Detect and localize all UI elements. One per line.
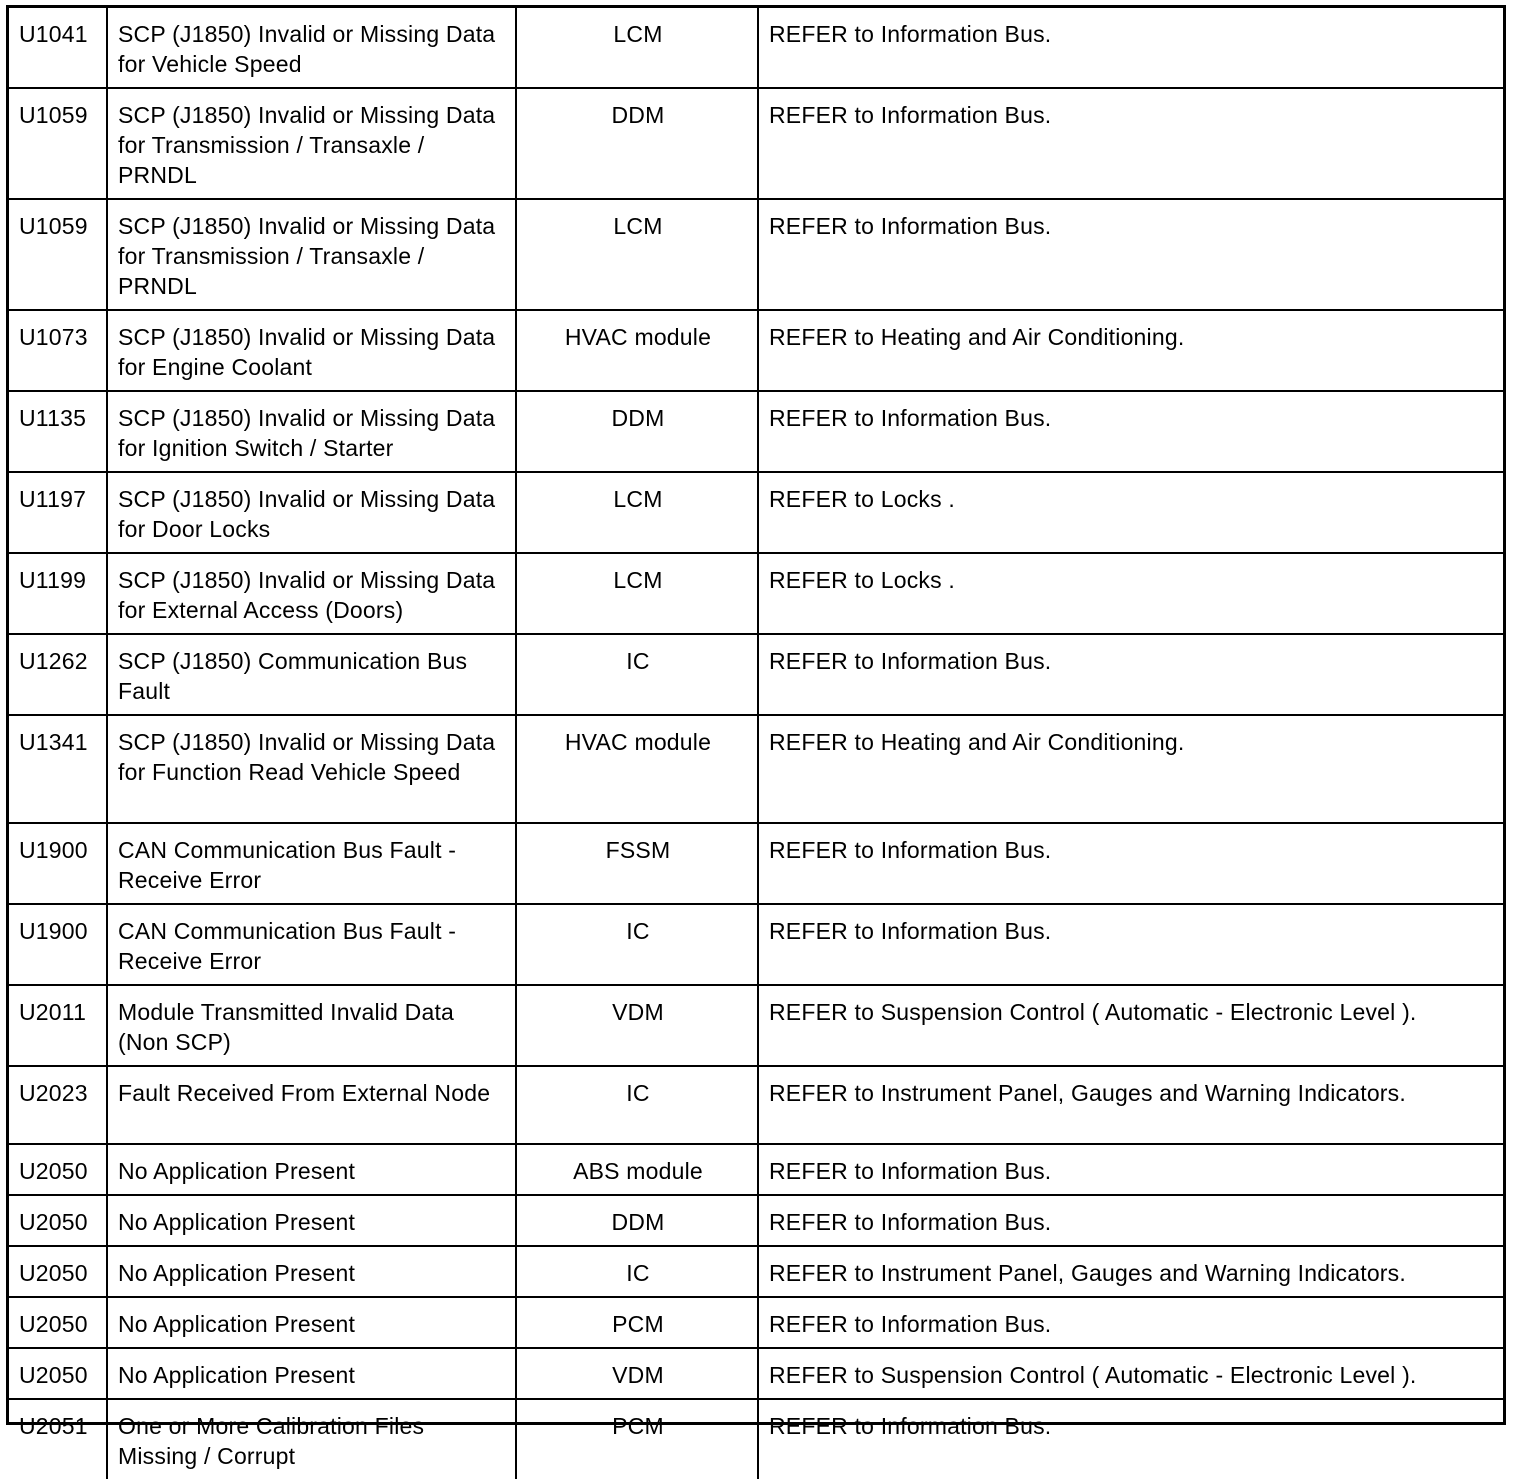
table-row bbox=[9, 391, 1503, 472]
dtc-code-cell: U1900 bbox=[9, 904, 107, 985]
dtc-code-cell: U1135 bbox=[9, 391, 107, 472]
dtc-description-cell: SCP (J1850) Invalid or Missing Data for Transmission / Transaxle / PRNDL bbox=[107, 88, 516, 199]
module-cell: HVAC module bbox=[516, 715, 758, 823]
action-cell: REFER to Information Bus. bbox=[758, 1297, 1503, 1348]
dtc-description-cell: SCP (J1850) Invalid or Missing Data for Vehicle Speed bbox=[107, 8, 516, 88]
dtc-code-cell: U1041 bbox=[9, 8, 107, 88]
table-row bbox=[9, 1195, 1503, 1246]
module-cell: VDM bbox=[516, 1348, 758, 1399]
dtc-description-cell: CAN Communication Bus Fault - Receive Error bbox=[107, 904, 516, 985]
action-cell: REFER to Locks . bbox=[758, 472, 1503, 553]
dtc-code-cell: U1197 bbox=[9, 472, 107, 553]
table-row bbox=[9, 8, 1503, 88]
dtc-code-cell: U2050 bbox=[9, 1144, 107, 1195]
dtc-table-frame bbox=[6, 5, 1506, 1469]
action-cell: REFER to Information Bus. bbox=[758, 1195, 1503, 1246]
module-cell: FSSM bbox=[516, 823, 758, 904]
module-cell: IC bbox=[516, 634, 758, 715]
dtc-description-cell: SCP (J1850) Invalid or Missing Data for Function Read Vehicle Speed bbox=[107, 715, 516, 823]
action-cell: REFER to Information Bus. bbox=[758, 1144, 1503, 1195]
table-row bbox=[9, 985, 1503, 1066]
dtc-code-cell: U2050 bbox=[9, 1246, 107, 1297]
module-cell: VDM bbox=[516, 985, 758, 1066]
module-cell: IC bbox=[516, 1066, 758, 1144]
module-cell: IC bbox=[516, 904, 758, 985]
dtc-code-cell: U1900 bbox=[9, 823, 107, 904]
module-cell: IC bbox=[516, 1246, 758, 1297]
dtc-description-cell: Module Transmitted Invalid Data (Non SCP) bbox=[107, 985, 516, 1066]
table-row bbox=[9, 1066, 1503, 1144]
table-row bbox=[9, 1297, 1503, 1348]
table-row bbox=[9, 1348, 1503, 1399]
dtc-code-cell: U2023 bbox=[9, 1066, 107, 1144]
table-row bbox=[9, 904, 1503, 985]
dtc-code-cell: U1059 bbox=[9, 88, 107, 199]
table-row bbox=[9, 715, 1503, 823]
action-cell: REFER to Information Bus. bbox=[758, 823, 1503, 904]
action-cell: REFER to Information Bus. bbox=[758, 199, 1503, 310]
table-row bbox=[9, 823, 1503, 904]
dtc-description-cell: SCP (J1850) Invalid or Missing Data for Door Locks bbox=[107, 472, 516, 553]
dtc-description-cell: SCP (J1850) Invalid or Missing Data for Ignition Switch / Starter bbox=[107, 391, 516, 472]
module-cell: DDM bbox=[516, 88, 758, 199]
module-cell: DDM bbox=[516, 391, 758, 472]
dtc-code-cell: U2050 bbox=[9, 1195, 107, 1246]
module-cell: LCM bbox=[516, 553, 758, 634]
dtc-code-cell: U1262 bbox=[9, 634, 107, 715]
dtc-description-cell: No Application Present bbox=[107, 1195, 516, 1246]
dtc-code-cell: U1341 bbox=[9, 715, 107, 823]
module-cell: LCM bbox=[516, 8, 758, 88]
action-cell: REFER to Locks . bbox=[758, 553, 1503, 634]
action-cell: REFER to Information Bus. bbox=[758, 8, 1503, 88]
module-cell: ABS module bbox=[516, 1144, 758, 1195]
module-cell: PCM bbox=[516, 1297, 758, 1348]
action-cell: REFER to Information Bus. bbox=[758, 904, 1503, 985]
dtc-code-cell: U2050 bbox=[9, 1348, 107, 1399]
table-row bbox=[9, 310, 1503, 391]
dtc-description-cell: SCP (J1850) Invalid or Missing Data for Engine Coolant bbox=[107, 310, 516, 391]
action-cell: REFER to Heating and Air Conditioning. bbox=[758, 310, 1503, 391]
dtc-table bbox=[9, 8, 1503, 1479]
action-cell: REFER to Instrument Panel, Gauges and Warning Indicators. bbox=[758, 1246, 1503, 1297]
dtc-description-cell: One or More Calibration Files Missing / Corrupt bbox=[107, 1399, 516, 1479]
action-cell: REFER to Heating and Air Conditioning. bbox=[758, 715, 1503, 823]
dtc-code-cell: U2051 bbox=[9, 1399, 107, 1479]
module-cell: PCM bbox=[516, 1399, 758, 1479]
dtc-description-cell: SCP (J1850) Invalid or Missing Data for External Access (Doors) bbox=[107, 553, 516, 634]
dtc-code-cell: U1199 bbox=[9, 553, 107, 634]
table-row bbox=[9, 553, 1503, 634]
dtc-description-cell: No Application Present bbox=[107, 1348, 516, 1399]
dtc-description-cell: CAN Communication Bus Fault - Receive Error bbox=[107, 823, 516, 904]
action-cell: REFER to Information Bus. bbox=[758, 391, 1503, 472]
dtc-description-cell: No Application Present bbox=[107, 1297, 516, 1348]
table-row bbox=[9, 634, 1503, 715]
module-cell: DDM bbox=[516, 1195, 758, 1246]
dtc-code-cell: U2011 bbox=[9, 985, 107, 1066]
action-cell: REFER to Information Bus. bbox=[758, 1399, 1503, 1479]
dtc-description-cell: Fault Received From External Node bbox=[107, 1066, 516, 1144]
dtc-description-cell: No Application Present bbox=[107, 1144, 516, 1195]
action-cell: REFER to Information Bus. bbox=[758, 88, 1503, 199]
dtc-description-cell: No Application Present bbox=[107, 1246, 516, 1297]
action-cell: REFER to Instrument Panel, Gauges and Warning Indicators. bbox=[758, 1066, 1503, 1144]
dtc-description-cell: SCP (J1850) Invalid or Missing Data for Transmission / Transaxle / PRNDL bbox=[107, 199, 516, 310]
table-row bbox=[9, 472, 1503, 553]
dtc-code-cell: U1059 bbox=[9, 199, 107, 310]
module-cell: LCM bbox=[516, 199, 758, 310]
module-cell: LCM bbox=[516, 472, 758, 553]
dtc-code-cell: U1073 bbox=[9, 310, 107, 391]
module-cell: HVAC module bbox=[516, 310, 758, 391]
action-cell: REFER to Suspension Control ( Automatic - Electronic Level ). bbox=[758, 985, 1503, 1066]
action-cell: REFER to Suspension Control ( Automatic - Electronic Level ). bbox=[758, 1348, 1503, 1399]
action-cell: REFER to Information Bus. bbox=[758, 634, 1503, 715]
table-row bbox=[9, 1399, 1503, 1479]
table-row bbox=[9, 88, 1503, 199]
dtc-code-cell: U2050 bbox=[9, 1297, 107, 1348]
dtc-description-cell: SCP (J1850) Communication Bus Fault bbox=[107, 634, 516, 715]
table-row bbox=[9, 1246, 1503, 1297]
table-row bbox=[9, 199, 1503, 310]
table-row bbox=[9, 1144, 1503, 1195]
